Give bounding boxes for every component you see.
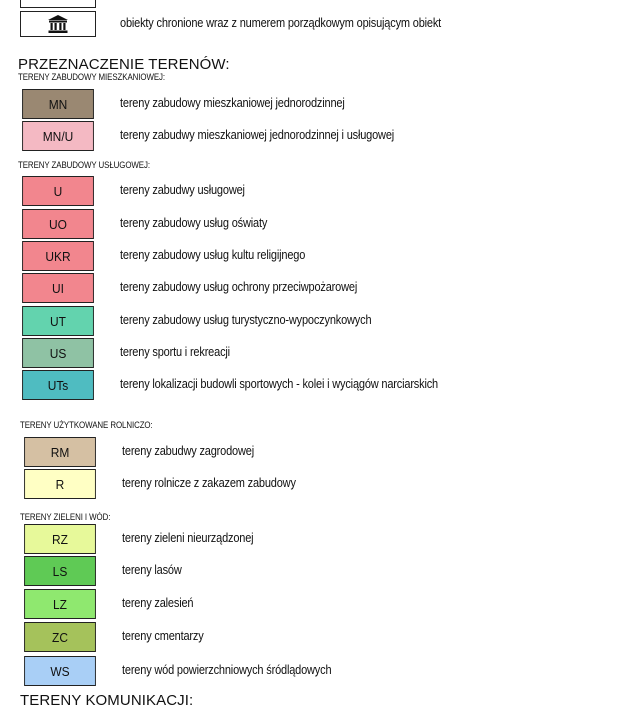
group-label-green: TERENY ZIELENI I WÓD: <box>20 512 111 522</box>
legend-desc-UT: tereny zabudowy usług turystyczno-wypoczynkowych <box>120 313 372 327</box>
legend-swatch-UT: UT <box>22 306 94 336</box>
legend-desc-UI: tereny zabudowy usług ochrony przeciwpożarowej <box>120 280 358 294</box>
monument-building-icon <box>47 14 69 34</box>
legend-desc-MN-U: tereny zabudwy mieszkaniowej jednorodzinnej i usługowej <box>120 128 395 142</box>
legend-swatch-UI: UI <box>22 273 94 303</box>
legend-desc-RZ: tereny zieleni nieurządzonej <box>122 531 254 545</box>
legend-swatch-WS: WS <box>24 656 96 686</box>
legend-swatch-R: R <box>24 469 96 499</box>
legend-swatch-MN-U: MN/U <box>22 121 94 151</box>
group-label-agricultural: TERENY UŻYTKOWANE ROLNICZO: <box>20 420 153 430</box>
legend-desc-RM: tereny zabudwy zagrodowej <box>122 444 254 458</box>
legend-desc-LS: tereny lasów <box>122 563 182 577</box>
legend-swatch-RM: RM <box>24 437 96 467</box>
legend-desc-UO: tereny zabudowy usług oświaty <box>120 216 268 230</box>
legend-desc-UTs: tereny lokalizacji budowli sportowych - kolei i wyciągów narciarskich <box>120 377 438 391</box>
legend-swatch-U: U <box>22 176 94 206</box>
legend-swatch-UKR: UKR <box>22 241 94 271</box>
legend-swatch-ZC: ZC <box>24 622 96 652</box>
legend-swatch-UO: UO <box>22 209 94 239</box>
legend-desc-MN: tereny zabudowy mieszkaniowej jednorodzinnej <box>120 96 345 110</box>
legend-swatch-RZ: RZ <box>24 524 96 554</box>
bottom-title: TERENY KOMUNIKACJI: <box>20 692 194 709</box>
legend-swatch-UTs: UTs <box>22 370 94 400</box>
monument-desc: obiekty chronione wraz z numerem porządkowym opisującym obiekt <box>120 16 442 30</box>
legend-desc-ZC: tereny cmentarzy <box>122 629 204 643</box>
legend-swatch-LS: LS <box>24 556 96 586</box>
legend-swatch-LZ: LZ <box>24 589 96 619</box>
top-partial-box <box>20 0 96 8</box>
legend-desc-LZ: tereny zalesień <box>122 596 194 610</box>
legend-desc-R: tereny rolnicze z zakazem zabudowy <box>122 476 296 490</box>
legend-desc-US: tereny sportu i rekreacji <box>120 345 230 359</box>
legend-swatch-US: US <box>22 338 94 368</box>
legend-desc-WS: tereny wód powierzchniowych śródlądowych <box>122 663 332 677</box>
monument-symbol-box <box>20 11 96 37</box>
legend-desc-U: tereny zabudwy usługowej <box>120 183 245 197</box>
legend-swatch-MN: MN <box>22 89 94 119</box>
section-title: PRZEZNACZENIE TERENÓW: <box>18 56 230 73</box>
group-label-residential: TERENY ZABUDOWY MIESZKANIOWEJ: <box>18 72 166 82</box>
group-label-services: TERENY ZABUDOWY USŁUGOWEJ: <box>18 160 150 170</box>
legend-desc-UKR: tereny zabudowy usług kultu religijnego <box>120 248 306 262</box>
